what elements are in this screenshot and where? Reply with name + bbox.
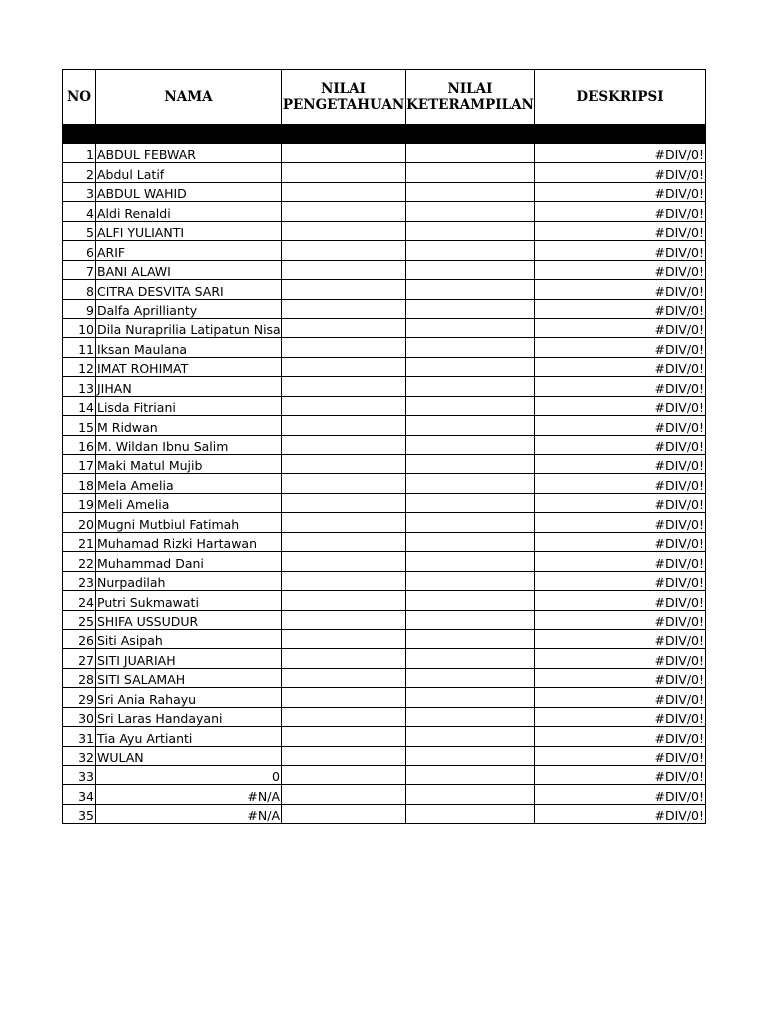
cell-nilai-keterampilan[interactable] [406, 357, 535, 376]
cell-nilai-keterampilan[interactable] [406, 396, 535, 415]
cell-nilai-pengetahuan[interactable] [282, 202, 406, 221]
cell-nama[interactable]: 0 [96, 766, 282, 785]
cell-nama[interactable]: Meli Amelia [96, 493, 282, 512]
cell-deskripsi[interactable]: #DIV/0! [535, 610, 706, 629]
cell-no[interactable]: 5 [63, 221, 96, 240]
header-row [63, 70, 706, 125]
table-row [63, 182, 706, 201]
cell-deskripsi[interactable]: #DIV/0! [535, 571, 706, 590]
cell-nilai-pengetahuan[interactable] [282, 338, 406, 357]
cell-nama[interactable]: ABDUL FEBWAR [96, 144, 282, 163]
cell-nilai-pengetahuan[interactable] [282, 493, 406, 512]
table-row [63, 260, 706, 279]
cell-nilai-keterampilan[interactable] [406, 338, 535, 357]
table-row [63, 766, 706, 785]
cell-no[interactable]: 30 [63, 707, 96, 726]
cell-nilai-pengetahuan[interactable] [282, 668, 406, 687]
cell-nilai-keterampilan[interactable] [406, 571, 535, 590]
cell-nilai-keterampilan[interactable] [406, 280, 535, 299]
cell-no[interactable]: 25 [63, 610, 96, 629]
header-deskripsi[interactable]: DESKRIPSI [535, 70, 706, 125]
table-row [63, 688, 706, 707]
cell-nama[interactable]: Lisda Fitriani [96, 396, 282, 415]
cell-nilai-pengetahuan[interactable] [282, 163, 406, 182]
cell-nama[interactable]: IMAT ROHIMAT [96, 357, 282, 376]
cell-no[interactable]: 34 [63, 785, 96, 804]
cell-no[interactable]: 17 [63, 455, 96, 474]
cell-nilai-keterampilan[interactable] [406, 804, 535, 823]
cell-nilai-keterampilan[interactable] [406, 493, 535, 512]
cell-nilai-pengetahuan[interactable] [282, 260, 406, 279]
cell-nilai-keterampilan[interactable] [406, 766, 535, 785]
table-row [63, 707, 706, 726]
table-row [63, 591, 706, 610]
cell-deskripsi[interactable]: #DIV/0! [535, 668, 706, 687]
table-row [63, 804, 706, 823]
cell-nilai-pengetahuan[interactable] [282, 377, 406, 396]
header-nilai-keterampilan[interactable] [406, 70, 535, 125]
cell-deskripsi[interactable]: #DIV/0! [535, 163, 706, 182]
table-row [63, 396, 706, 415]
cell-deskripsi[interactable]: #DIV/0! [535, 552, 706, 571]
cell-nama[interactable]: #N/A [96, 804, 282, 823]
band-cell [282, 125, 406, 144]
cell-deskripsi[interactable]: #DIV/0! [535, 318, 706, 337]
cell-nama[interactable]: SHIFA USSUDUR [96, 610, 282, 629]
cell-deskripsi[interactable]: #DIV/0! [535, 474, 706, 493]
cell-nilai-pengetahuan[interactable] [282, 610, 406, 629]
cell-nilai-keterampilan[interactable] [406, 260, 535, 279]
cell-deskripsi[interactable]: #DIV/0! [535, 455, 706, 474]
cell-no[interactable]: 4 [63, 202, 96, 221]
cell-nilai-keterampilan[interactable] [406, 629, 535, 648]
cell-deskripsi[interactable]: #DIV/0! [535, 202, 706, 221]
cell-deskripsi[interactable]: #DIV/0! [535, 377, 706, 396]
cell-nilai-keterampilan[interactable] [406, 435, 535, 454]
cell-deskripsi[interactable]: #DIV/0! [535, 629, 706, 648]
cell-nilai-pengetahuan[interactable] [282, 785, 406, 804]
cell-nilai-pengetahuan[interactable] [282, 474, 406, 493]
cell-deskripsi[interactable]: #DIV/0! [535, 493, 706, 512]
cell-no[interactable]: 13 [63, 377, 96, 396]
cell-nama[interactable]: #N/A [96, 785, 282, 804]
cell-no[interactable]: 32 [63, 746, 96, 765]
cell-deskripsi[interactable]: #DIV/0! [535, 260, 706, 279]
table-row [63, 435, 706, 454]
cell-nama[interactable]: Sri Ania Rahayu [96, 688, 282, 707]
cell-deskripsi[interactable]: #DIV/0! [535, 649, 706, 668]
cell-no[interactable]: 24 [63, 591, 96, 610]
black-separator-band [63, 125, 706, 144]
header-nilai-pengetahuan[interactable] [282, 70, 406, 125]
cell-deskripsi[interactable]: #DIV/0! [535, 416, 706, 435]
cell-no[interactable]: 31 [63, 727, 96, 746]
cell-no[interactable]: 22 [63, 552, 96, 571]
cell-deskripsi[interactable]: #DIV/0! [535, 532, 706, 551]
cell-nama[interactable]: WULAN [96, 746, 282, 765]
cell-nama[interactable]: Mugni Mutbiul Fatimah [96, 513, 282, 532]
cell-nilai-keterampilan[interactable] [406, 144, 535, 163]
header-no[interactable]: NO [63, 70, 96, 125]
table-row [63, 202, 706, 221]
cell-deskripsi[interactable]: #DIV/0! [535, 338, 706, 357]
cell-nilai-pengetahuan[interactable] [282, 241, 406, 260]
cell-nilai-keterampilan[interactable] [406, 610, 535, 629]
cell-nilai-pengetahuan[interactable] [282, 727, 406, 746]
cell-no[interactable]: 21 [63, 532, 96, 551]
table-body [63, 144, 706, 824]
band-cell [535, 125, 706, 144]
cell-no[interactable]: 26 [63, 629, 96, 648]
cell-nama[interactable]: ALFI YULIANTI [96, 221, 282, 240]
cell-nilai-pengetahuan[interactable] [282, 357, 406, 376]
cell-no[interactable]: 7 [63, 260, 96, 279]
cell-nilai-pengetahuan[interactable] [282, 396, 406, 415]
cell-nilai-keterampilan[interactable] [406, 668, 535, 687]
cell-nilai-keterampilan[interactable] [406, 299, 535, 318]
cell-deskripsi[interactable]: #DIV/0! [535, 746, 706, 765]
cell-nilai-keterampilan[interactable] [406, 202, 535, 221]
table-row [63, 221, 706, 240]
cell-nama[interactable]: Mela Amelia [96, 474, 282, 493]
band-cell [63, 125, 96, 144]
cell-nilai-keterampilan[interactable] [406, 649, 535, 668]
cell-no[interactable]: 11 [63, 338, 96, 357]
cell-nilai-keterampilan[interactable] [406, 707, 535, 726]
cell-nama[interactable]: CITRA DESVITA SARI [96, 280, 282, 299]
cell-deskripsi[interactable]: #DIV/0! [535, 280, 706, 299]
cell-nilai-pengetahuan[interactable] [282, 318, 406, 337]
cell-nilai-pengetahuan[interactable] [282, 688, 406, 707]
cell-nilai-pengetahuan[interactable] [282, 513, 406, 532]
cell-nilai-keterampilan[interactable] [406, 416, 535, 435]
table-row [63, 532, 706, 551]
table-row [63, 610, 706, 629]
cell-deskripsi[interactable]: #DIV/0! [535, 357, 706, 376]
cell-nama[interactable]: Tia Ayu Artianti [96, 727, 282, 746]
cell-nilai-keterampilan[interactable] [406, 727, 535, 746]
table-row [63, 727, 706, 746]
cell-nilai-pengetahuan[interactable] [282, 455, 406, 474]
cell-nilai-keterampilan[interactable] [406, 318, 535, 337]
cell-nilai-keterampilan[interactable] [406, 182, 535, 201]
table-row [63, 474, 706, 493]
table-row [63, 241, 706, 260]
cell-nilai-keterampilan[interactable] [406, 532, 535, 551]
cell-nilai-pengetahuan[interactable] [282, 746, 406, 765]
header-nilai-pengetahuan-line2: PENGETAHUAN [282, 97, 405, 113]
cell-no[interactable]: 33 [63, 766, 96, 785]
grade-table [62, 69, 706, 824]
band-cell [406, 125, 535, 144]
header-nilai-keterampilan-line1: NILAI [447, 81, 493, 97]
cell-deskripsi[interactable]: #DIV/0! [535, 804, 706, 823]
table-row [63, 785, 706, 804]
cell-nilai-keterampilan[interactable] [406, 241, 535, 260]
table-row [63, 416, 706, 435]
cell-deskripsi[interactable]: #DIV/0! [535, 396, 706, 415]
cell-deskripsi[interactable]: #DIV/0! [535, 707, 706, 726]
cell-nama[interactable]: Dila Nuraprilia Latipatun Nisa [96, 318, 282, 337]
cell-nama[interactable]: Siti Asipah [96, 629, 282, 648]
cell-no[interactable]: 3 [63, 182, 96, 201]
table-row [63, 338, 706, 357]
cell-nilai-pengetahuan[interactable] [282, 591, 406, 610]
table-row [63, 357, 706, 376]
cell-deskripsi[interactable]: #DIV/0! [535, 766, 706, 785]
cell-nama[interactable]: Muhamad Rizki Hartawan [96, 532, 282, 551]
cell-nilai-keterampilan[interactable] [406, 591, 535, 610]
table-row [63, 571, 706, 590]
cell-nama[interactable]: Muhammad Dani [96, 552, 282, 571]
cell-nilai-pengetahuan[interactable] [282, 144, 406, 163]
cell-no[interactable]: 19 [63, 493, 96, 512]
cell-nama[interactable]: SITI SALAMAH [96, 668, 282, 687]
table-row [63, 163, 706, 182]
cell-nilai-pengetahuan[interactable] [282, 552, 406, 571]
cell-nama[interactable]: ARIF [96, 241, 282, 260]
cell-deskripsi[interactable]: #DIV/0! [535, 182, 706, 201]
cell-nilai-pengetahuan[interactable] [282, 299, 406, 318]
table-row [63, 280, 706, 299]
cell-nama[interactable]: Nurpadilah [96, 571, 282, 590]
cell-nilai-keterampilan[interactable] [406, 455, 535, 474]
cell-nama[interactable]: Maki Matul Mujib [96, 455, 282, 474]
header-nilai-pengetahuan-line1: NILAI [321, 81, 366, 97]
cell-nama[interactable]: ABDUL WAHID [96, 182, 282, 201]
cell-nilai-pengetahuan[interactable] [282, 649, 406, 668]
cell-nilai-pengetahuan[interactable] [282, 435, 406, 454]
header-nilai-keterampilan-line2: KETERAMPILAN [406, 97, 534, 113]
cell-no[interactable]: 27 [63, 649, 96, 668]
table-row [63, 513, 706, 532]
cell-deskripsi[interactable]: #DIV/0! [535, 785, 706, 804]
cell-nilai-pengetahuan[interactable] [282, 707, 406, 726]
cell-nama[interactable]: Putri Sukmawati [96, 591, 282, 610]
cell-nilai-pengetahuan[interactable] [282, 182, 406, 201]
cell-deskripsi[interactable]: #DIV/0! [535, 221, 706, 240]
cell-no[interactable]: 20 [63, 513, 96, 532]
cell-nilai-keterampilan[interactable] [406, 221, 535, 240]
cell-nama[interactable]: M Ridwan [96, 416, 282, 435]
cell-no[interactable]: 10 [63, 318, 96, 337]
band-cell [96, 125, 282, 144]
cell-no[interactable]: 23 [63, 571, 96, 590]
cell-no[interactable]: 35 [63, 804, 96, 823]
cell-deskripsi[interactable]: #DIV/0! [535, 591, 706, 610]
cell-nilai-pengetahuan[interactable] [282, 280, 406, 299]
cell-nama[interactable]: M. Wildan Ibnu Salim [96, 435, 282, 454]
cell-nilai-pengetahuan[interactable] [282, 766, 406, 785]
table-row [63, 493, 706, 512]
cell-nama[interactable]: Dalfa Aprillianty [96, 299, 282, 318]
cell-no[interactable]: 16 [63, 435, 96, 454]
cell-nilai-pengetahuan[interactable] [282, 221, 406, 240]
cell-nilai-pengetahuan[interactable] [282, 629, 406, 648]
table-row [63, 144, 706, 163]
table-row [63, 318, 706, 337]
cell-nilai-pengetahuan[interactable] [282, 532, 406, 551]
cell-no[interactable]: 9 [63, 299, 96, 318]
cell-deskripsi[interactable]: #DIV/0! [535, 144, 706, 163]
table-row [63, 649, 706, 668]
table-row [63, 377, 706, 396]
cell-no[interactable]: 8 [63, 280, 96, 299]
cell-deskripsi[interactable]: #DIV/0! [535, 241, 706, 260]
cell-nilai-keterampilan[interactable] [406, 552, 535, 571]
cell-no[interactable]: 18 [63, 474, 96, 493]
cell-deskripsi[interactable]: #DIV/0! [535, 688, 706, 707]
cell-no[interactable]: 12 [63, 357, 96, 376]
cell-nilai-pengetahuan[interactable] [282, 416, 406, 435]
cell-nilai-pengetahuan[interactable] [282, 804, 406, 823]
cell-no[interactable]: 15 [63, 416, 96, 435]
cell-nama[interactable]: Abdul Latif [96, 163, 282, 182]
cell-no[interactable]: 29 [63, 688, 96, 707]
table-row [63, 299, 706, 318]
cell-deskripsi[interactable]: #DIV/0! [535, 727, 706, 746]
table-row [63, 455, 706, 474]
cell-nilai-keterampilan[interactable] [406, 474, 535, 493]
cell-nilai-keterampilan[interactable] [406, 785, 535, 804]
table-row [63, 668, 706, 687]
cell-nama[interactable]: JIHAN [96, 377, 282, 396]
table-row [63, 552, 706, 571]
cell-no[interactable]: 28 [63, 668, 96, 687]
cell-nilai-keterampilan[interactable] [406, 688, 535, 707]
cell-deskripsi[interactable]: #DIV/0! [535, 435, 706, 454]
cell-no[interactable]: 6 [63, 241, 96, 260]
cell-no[interactable]: 14 [63, 396, 96, 415]
cell-no[interactable]: 2 [63, 163, 96, 182]
cell-deskripsi[interactable]: #DIV/0! [535, 299, 706, 318]
cell-nama[interactable]: SITI JUARIAH [96, 649, 282, 668]
cell-nama[interactable]: Aldi Renaldi [96, 202, 282, 221]
cell-nilai-keterampilan[interactable] [406, 377, 535, 396]
cell-nama[interactable]: Sri Laras Handayani [96, 707, 282, 726]
cell-nilai-keterampilan[interactable] [406, 163, 535, 182]
table-row [63, 629, 706, 648]
cell-no[interactable]: 1 [63, 144, 96, 163]
cell-nilai-pengetahuan[interactable] [282, 571, 406, 590]
header-nama[interactable]: NAMA [96, 70, 282, 125]
cell-nama[interactable]: BANI ALAWI [96, 260, 282, 279]
cell-nilai-keterampilan[interactable] [406, 513, 535, 532]
cell-deskripsi[interactable]: #DIV/0! [535, 513, 706, 532]
table-row [63, 746, 706, 765]
cell-nama[interactable]: Iksan Maulana [96, 338, 282, 357]
cell-nilai-keterampilan[interactable] [406, 746, 535, 765]
